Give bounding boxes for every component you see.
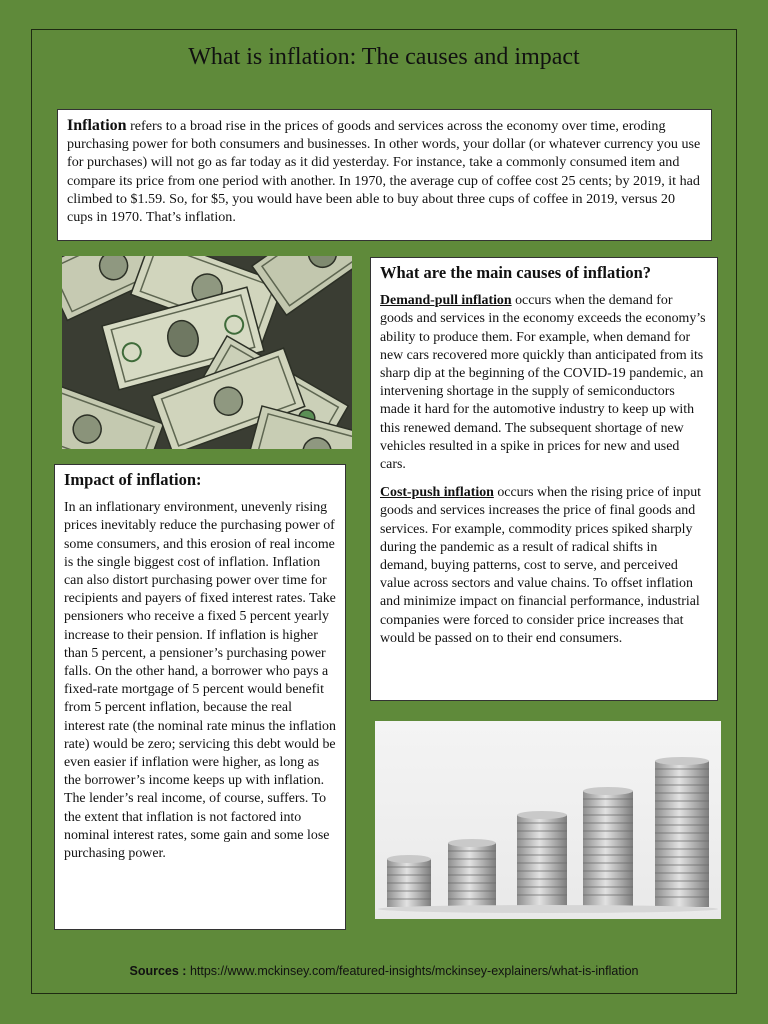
sources-link[interactable]: https://www.mckinsey.com/featured-insights/mckinsey-explainers/what-is-inflation — [186, 964, 639, 978]
causes-heading: What are the main causes of inflation? — [380, 263, 652, 282]
coin-stacks-image — [375, 721, 721, 919]
coin-stacks-illustration — [375, 721, 721, 919]
impact-text: In an inflationary environment, unevenly rising prices inevitably reduce the purchasing power of some consumers, and this erosion of real income is the single biggest cost of inflation. Inflation can also distort purchasing power over time for recipients and payers of fixed interest rates. Take pensioners who receive a fixed 5 percent yearly increase to their pension. If inflation is higher than 5 percent, a pensioner’s purchasing power falls. On the other hand, a borrower who pays a fixed-rate mortgage of 5 percent would benefit from 5 percent inflation, because the real interest rate (the nominal rate minus the inflation rate) would be zero; servicing this debt would be even easier if inflation were higher, as long as the borrower’s income keeps up with inflation. The lender’s real income, of course, suffers. To the extent that inflation is not factored into nominal interest rates, some gain and some lose purchasing power. — [64, 500, 336, 862]
cost-push-paragraph — [380, 484, 708, 648]
intro-box — [57, 109, 712, 241]
impact-heading: Impact of inflation: — [64, 470, 202, 489]
coin-stack-5 — [655, 757, 709, 907]
coin-stack-1 — [387, 855, 431, 907]
coin-stack-3 — [517, 811, 567, 907]
coin-stack-2 — [448, 839, 496, 907]
cost-push-term: Cost-push inflation — [380, 485, 494, 501]
intro-term: Inflation — [67, 117, 127, 134]
impact-box — [54, 464, 346, 930]
dollar-bills-image — [62, 256, 352, 449]
demand-pull-term: Demand-pull inflation — [380, 293, 512, 309]
dollar-bills-illustration — [62, 256, 352, 449]
page-title: What is inflation: The causes and impact — [188, 44, 580, 70]
causes-box — [370, 257, 718, 701]
sources-label: Sources : — [129, 964, 187, 978]
sources-line — [0, 964, 768, 978]
intro-text: refers to a broad rise in the prices of goods and services across the economy over time, eroding purchasing power for both consumers and businesses. In other words, your dollar (or whatever currency you use for purchases) will not go as far today as it did yesterday. For instance, take a commonly consumed item and compare its price from one period with another. In 1970, the average cup of coffee cost 25 cents; by 2019, it had climbed to $1.59. So, for $5, you would have been able to buy about three cups of coffee in 2019, versus 20 cups in 1970. That’s inflation. — [67, 118, 701, 226]
cost-push-text: occurs when the rising price of input goods and services increases the price of final goods and services. For example, commodity prices spiked sharply during the pandemic as a result of radical shifts in demand, buying patterns, cost to serve, and perceived value across sectors and value chains. To offset inflation and minimize impact on financial performance, industrial companies were forced to consider price increases that would be passed on to their end consumers. — [380, 485, 702, 646]
demand-pull-paragraph — [380, 292, 708, 474]
coin-stack-4 — [583, 787, 633, 907]
demand-pull-text: occurs when the demand for goods and services in the economy exceeds the economy’s ability to produce them. For example, when demand for new cars recovered more quickly than anticipated from its sharp dip at the beginning of the COVID-19 pandemic, an intervening shortage in the supply of semiconductors made it hard for the automotive industry to keep up with this renewed demand. The subsequent shortage of new vehicles resulted in a spike in prices for new and used cars. — [380, 293, 706, 473]
